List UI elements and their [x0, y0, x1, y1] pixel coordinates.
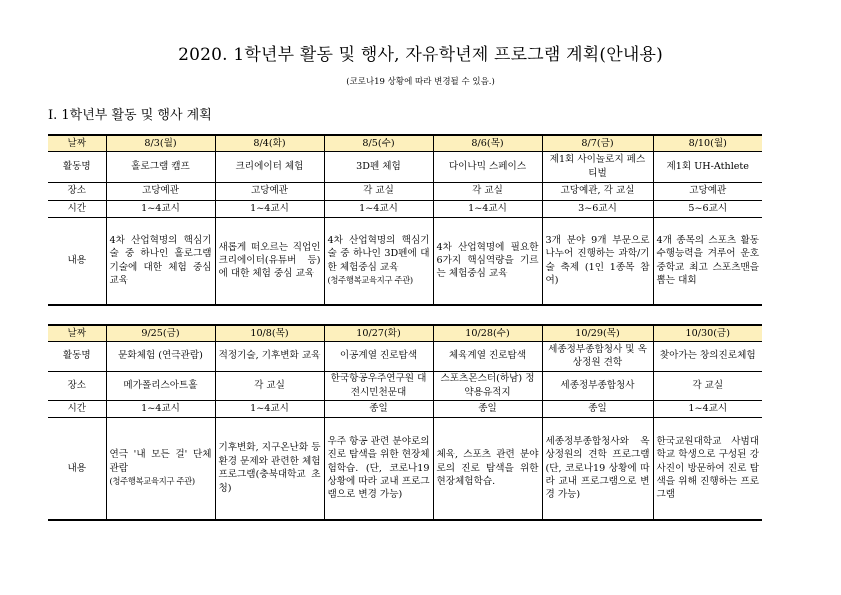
- place-cell: 고당예관: [653, 182, 762, 200]
- place-cell: 스포츠몬스터(하남) 정약용유적지: [433, 371, 542, 400]
- time-cell: 1~4교시: [106, 200, 215, 217]
- activity-cell: 홀로그램 캠프: [106, 151, 215, 182]
- time-cell: 종일: [324, 400, 433, 417]
- time-cell: 종일: [433, 400, 542, 417]
- place-cell: 각 교실: [215, 371, 324, 400]
- activity-cell: 다이나믹 스페이스: [433, 151, 542, 182]
- content-text: 4차 산업혁명에 필요한 6가지 핵심역량을 기르는 체험중심 교육: [436, 241, 539, 280]
- content-text: 3개 분야 9개 부문으로 나누어 진행하는 과학/기술 축제 (1인 1종목 참여): [545, 234, 650, 287]
- date-cell: 10/8(목): [215, 325, 324, 341]
- content-cell: [215, 417, 324, 520]
- content-label: 내용: [48, 417, 106, 520]
- content-cell: [653, 417, 762, 520]
- content-text: 4차 산업혁명의 핵심기술 중 하나인 홀로그램 기술에 대한 체험 중심 교육: [109, 234, 212, 287]
- activity-cell: 크리에이터 체험: [215, 151, 324, 182]
- activity-cell: 이공계열 진로탐색: [324, 341, 433, 371]
- time-cell: 1~4교시: [215, 400, 324, 417]
- activity-cell: 찾아가는 창의진로체험: [653, 341, 762, 371]
- date-cell: 9/25(금): [106, 325, 215, 341]
- time-cell: 종일: [542, 400, 653, 417]
- activity-label: 활동명: [48, 341, 106, 371]
- time-row: [48, 400, 762, 417]
- place-cell: 각 교실: [433, 182, 542, 200]
- activity-cell: 3D펜 체험: [324, 151, 433, 182]
- section-heading: Ⅰ. 1학년부 활동 및 행사 계획: [48, 108, 212, 123]
- date-cell: 10/29(목): [542, 325, 653, 341]
- page-title: 2020. 1학년부 활동 및 행사, 자유학년제 프로그램 계획(안내용): [178, 45, 663, 65]
- schedule-table-august: [48, 134, 762, 306]
- date-label: 날짜: [48, 325, 106, 341]
- content-cell: [106, 217, 215, 305]
- activity-cell: 세종정부종합청사 및 옥상정원 견학: [542, 341, 653, 371]
- content-text: 체육, 스포츠 관련 분야로의 진로 탐색을 위한 현장체험학습.: [436, 449, 539, 487]
- date-cell: 8/4(화): [215, 135, 324, 151]
- date-cell: 10/28(수): [433, 325, 542, 341]
- content-note: (청주행복교육지구 주관): [109, 475, 195, 486]
- content-text: 세종정부종합청사와 옥상정원의 견학 프로그램 (단, 코로나19 상황에 따라 교내 프로그램으로 변경 가능): [545, 435, 650, 501]
- time-cell: 1~4교시: [433, 200, 542, 217]
- page-subtitle: (코로나19 상황에 따라 변경될 수 있음.): [346, 77, 495, 87]
- place-cell: 각 교실: [324, 182, 433, 200]
- content-cell: [542, 217, 653, 305]
- time-cell: 3~6교시: [542, 200, 653, 217]
- activity-label: 활동명: [48, 151, 106, 182]
- time-label: 시간: [48, 400, 106, 417]
- date-row: [48, 135, 762, 151]
- date-cell: 8/7(금): [542, 135, 653, 151]
- place-cell: 고당예관: [215, 182, 324, 200]
- time-cell: 1~4교시: [215, 200, 324, 217]
- place-label: 장소: [48, 371, 106, 400]
- activity-cell: 적정기술, 기후변화 교육: [215, 341, 324, 371]
- schedule-table-autumn: [48, 324, 762, 521]
- date-cell: 8/6(목): [433, 135, 542, 151]
- content-row: [48, 217, 762, 305]
- place-cell: 고당예관, 각 교실: [542, 182, 653, 200]
- place-cell: 고당예관: [106, 182, 215, 200]
- content-text: 연극 '내 모든 걸' 단체 관람: [109, 449, 212, 474]
- content-label: 내용: [48, 217, 106, 305]
- place-cell: 세종정부종합청사: [542, 371, 653, 400]
- time-cell: 5~6교시: [653, 200, 762, 217]
- place-row: [48, 182, 762, 200]
- date-label: 날짜: [48, 135, 106, 151]
- content-cell: [542, 417, 653, 520]
- activity-cell: 체육계열 진로탐색: [433, 341, 542, 371]
- content-cell: [106, 417, 215, 520]
- activity-cell: 제1회 UH-Athlete: [653, 151, 762, 182]
- place-cell: 각 교실: [653, 371, 762, 400]
- content-cell: [215, 217, 324, 305]
- time-cell: 1~4교시: [653, 400, 762, 417]
- time-cell: 1~4교시: [324, 200, 433, 217]
- content-text: 기후변화, 지구온난화 등 환경 문제와 관련한 체험 프로그램(충북대학교 초청): [218, 442, 321, 494]
- activity-cell: 제1회 사이놀로지 페스티벌: [542, 151, 653, 182]
- content-text: 4개 종목의 스포츠 활동 수행능력을 겨루어 운호중학교 최고 스포츠맨을 뽑는 대회: [656, 234, 759, 287]
- content-note: (청주행복교육지구 주관): [327, 275, 413, 286]
- date-row: [48, 325, 762, 341]
- date-cell: 10/30(금): [653, 325, 762, 341]
- content-cell: [324, 217, 433, 305]
- date-cell: 8/5(수): [324, 135, 433, 151]
- content-text: 우주 항공 관련 분야로의 진로 탐색을 위한 현장체험학습. (단, 코로나19 상황에 따라 교내 프로그램으로 변경 가능): [327, 435, 430, 501]
- date-cell: 8/3(월): [106, 135, 215, 151]
- activity-cell: 문화체험 (연극관람): [106, 341, 215, 371]
- content-text: 한국교원대학교 사범대학교 학생으로 구성된 강사진이 방문하여 진로 탐색을 위해 진행하는 프로그램: [656, 435, 759, 501]
- place-label: 장소: [48, 182, 106, 200]
- content-cell: [433, 217, 542, 305]
- place-cell: 메가폴리스아트홀: [106, 371, 215, 400]
- date-cell: 8/10(월): [653, 135, 762, 151]
- content-row: [48, 417, 762, 520]
- content-cell: [653, 217, 762, 305]
- activity-row: [48, 151, 762, 182]
- time-cell: 1~4교시: [106, 400, 215, 417]
- content-text: 4차 산업혁명의 핵심기술 중 하나인 3D펜에 대한 체험중심 교육: [327, 234, 430, 273]
- place-row: [48, 371, 762, 400]
- place-cell: 한국항공우주연구원 대전시민천문대: [324, 371, 433, 400]
- content-text: 새롭게 떠오르는 직업인 크리에이터(유튜버 등)에 대한 체험 중심 교육: [218, 241, 321, 280]
- time-label: 시간: [48, 200, 106, 217]
- time-row: [48, 200, 762, 217]
- date-cell: 10/27(화): [324, 325, 433, 341]
- activity-row: [48, 341, 762, 371]
- content-cell: [324, 417, 433, 520]
- content-cell: [433, 417, 542, 520]
